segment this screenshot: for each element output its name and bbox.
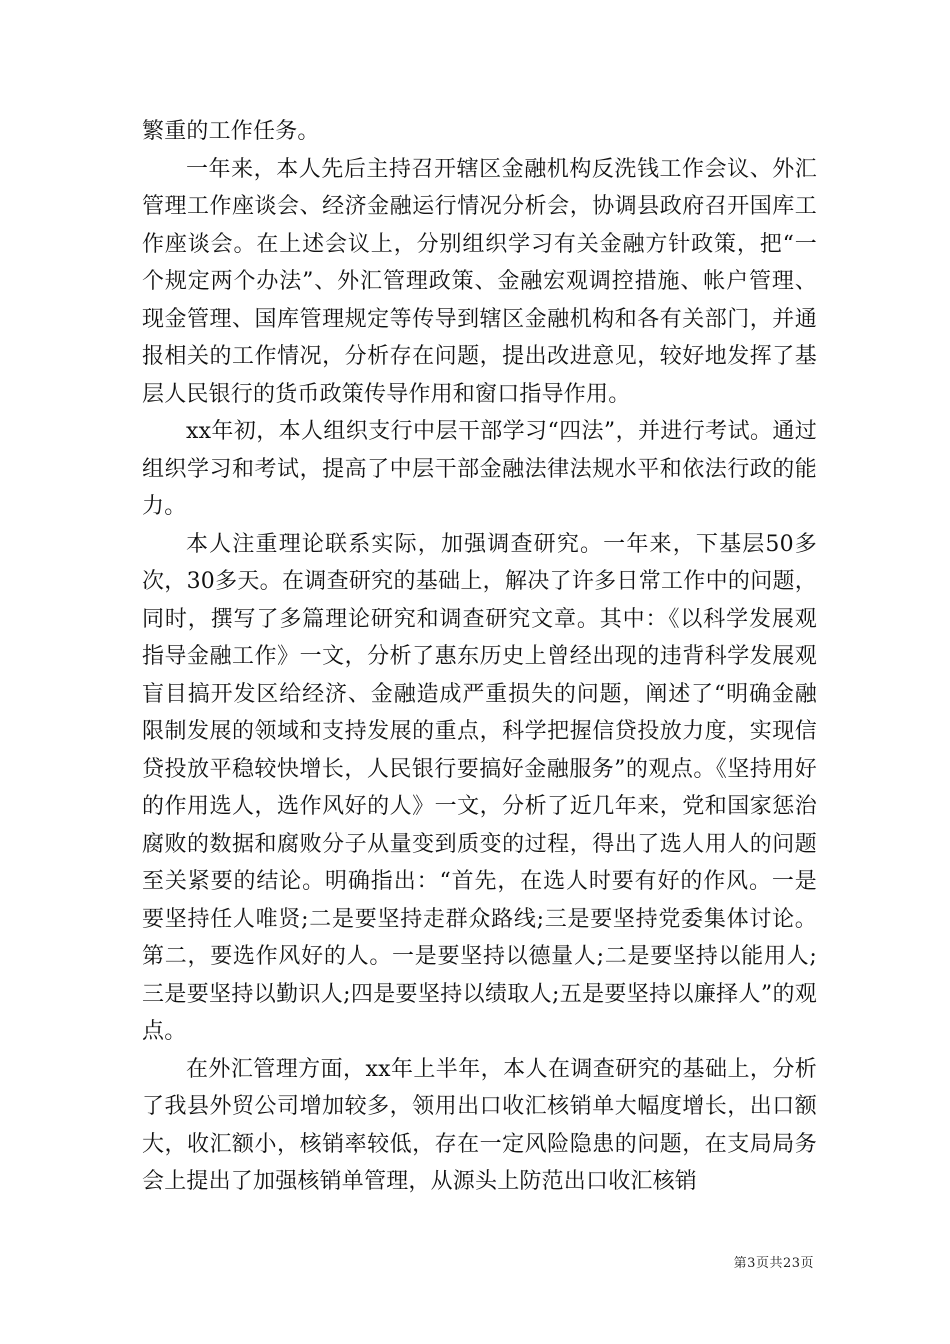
- paragraph-study: xx年初，本人组织支行中层干部学习“四法”，并进行考试。通过组织学习和考试，提高了中层干部金融法律法规水平和依法行政的能力。: [142, 419, 817, 519]
- page-number-footer: 第3页共23页: [733, 1256, 814, 1271]
- paragraph-meetings: 一年来，本人先后主持召开辖区金融机构反洗钱工作会议、外汇管理工作座谈会、经济金融运行情况分析会，协调县政府召开国库工作座谈会。在上述会议上，分别组织学习有关金融方针政策，把“一个规定两个办法”、外汇管理政策、金融宏观调控措施、帐户管理、现金管理、国库管理规定等传导到辖区金融机构和各有关部门，并通报相关的工作情况，分析存在问题，提出改进意见，较好地发挥了基层人民银行的货币政策传导作用和窗口指导作用。: [142, 156, 817, 407]
- paragraph-forex: 在外汇管理方面，xx年上半年，本人在调查研究的基础上，分析了我县外贸公司增加较多，领用出口收汇核销单大幅度增长，出口额大，收汇额小，核销率较低，存在一定风险隐患的问题，在支局局务会上提出了加强核销单管理，从源头上防范出口收汇核销: [142, 1056, 817, 1194]
- document-body: [142, 113, 817, 1201]
- paragraph-research: 本人注重理论联系实际，加强调查研究。一年来，下基层50多次，30多天。在调查研究的基础上，解决了许多日常工作中的问题，同时，撰写了多篇理论研究和调查研究文章。其中：《以科学发展观指导金融工作》一文，分析了惠东历史上曾经出现的违背科学发展观盲目搞开发区给经济、金融造成严重损失的问题，阐述了“明确金融限制发展的领域和支持发展的重点，科学把握信贷投放力度，实现信贷投放平稳较快增长，人民银行要搞好金融服务”的观点。《坚持用好的作用选人，选作风好的人》一文，分析了近几年来，党和国家惩治腐败的数据和腐败分子从量变到质变的过程，得出了选人用人的问题至关紧要的结论。明确指出：“首先，在选人时要有好的作风。一是要坚持任人唯贤;二是要坚持走群众路线;三是要坚持党委集体讨论。第二，要选作风好的人。一是要坚持以德量人;二是要坚持以能用人;三是要坚持以勤识人;四是要坚持以绩取人;五是要坚持以廉择人”的观点。: [142, 531, 817, 1044]
- paragraph-continuation: 繁重的工作任务。: [142, 119, 320, 144]
